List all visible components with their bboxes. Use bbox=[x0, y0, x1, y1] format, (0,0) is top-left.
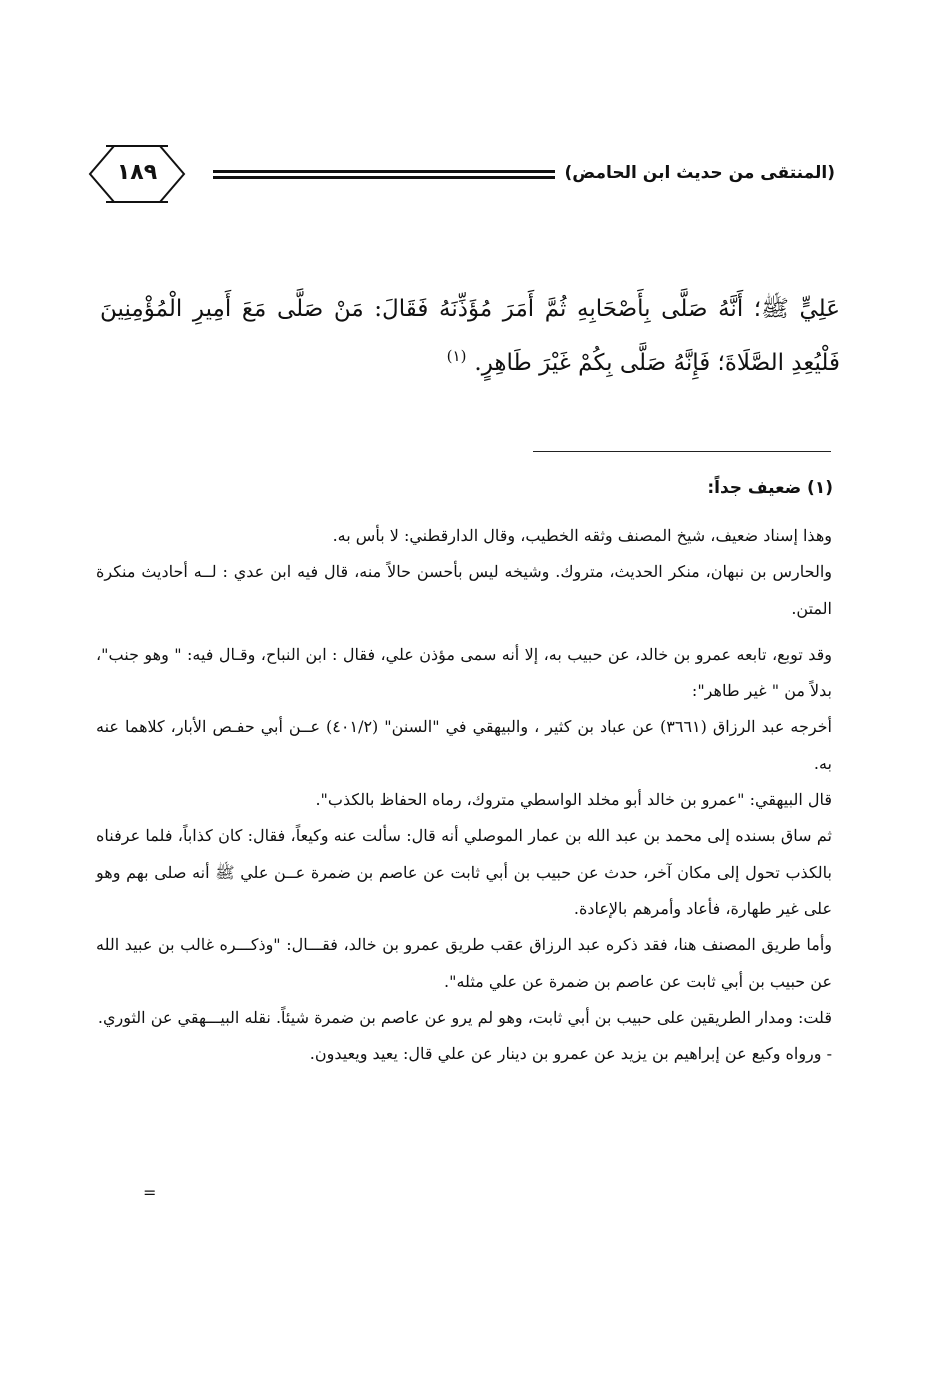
footnote-body bbox=[96, 518, 832, 1072]
footnote-paragraph: وهذا إسناد ضعيف، شيخ المصنف وثقه الخطيب، وقال الدارقطني: لا بأس به. bbox=[332, 526, 832, 545]
continuation-mark: = bbox=[143, 1183, 157, 1202]
footnote-paragraph: ثم ساق بسنده إلى محمد بن عبد الله بن عمار الموصلي أنه قال: سألت عنه وكيعاً، فقال: كان كذاباً، فلما عرفناه بالكذب تحول إلى مكان آخر، حدث عن حبيب بن أبي ثابت عن عاصم بن ضمرة عــن علي ﷺ أنه صلى بهم وهو على غير طهارة، فأعاد وأمرهم بالإعادة. bbox=[96, 826, 833, 918]
footnote-separator bbox=[533, 451, 831, 452]
footnote-title: (١) ضعيف جداً: bbox=[707, 478, 833, 498]
footnote-reference[interactable]: (١) bbox=[446, 347, 467, 366]
main-text-body: عَلِيٍّ ﷺ؛ أَنَّهُ صَلَّى بِأَصْحَابِهِ ثُمَّ أَمَرَ مُؤَذِّنَهُ فَقَالَ: مَنْ صَلَّى مَعَ أَمِيرِ الْمُؤْمِنِينَ فَلْيُعِدِ الصَّلَاةَ؛ فَإِنَّهُ صَلَّى بِكُمْ غَيْرَ طَاهِرٍ. bbox=[100, 296, 840, 376]
footnote-paragraph: - ورواه وكيع عن إبراهيم بن يزيد عن عمرو بن دينار عن علي قال: يعيد ويعيدون. bbox=[309, 1044, 832, 1064]
footnote-paragraph: والحارس بن نبهان، منكر الحديث، متروك. وشيخه ليس بأحسن حالاً منه، قال فيه ابن عدي : لــه أحاديث منكرة المتن. bbox=[96, 562, 832, 618]
footnote-paragraph: وقد توبع، تابعه عمرو بن خالد، عن حبيب به، إلا أنه سمى مؤذن علي، فقال : ابن النباح، وقـال فيه: " وهو جنب"، بدلاً من " غير طاهر": bbox=[96, 644, 833, 701]
footnote-paragraph: قلت: ومدار الطريقين على حبيب بن أبي ثابت، وهو لم يرو عن عاصم بن ضمرة شيئاً. نقله البيـــهقي عن الثوري. bbox=[97, 1007, 832, 1027]
page-number: ١٨٩ bbox=[116, 160, 158, 185]
footnote-paragraph: وأما طريق المصنف هنا، فقد ذكره عبد الرزاق عقب طريق عمرو بن خالد، فقـــال: "وذكـــره غالب بن عبيد الله عن حبيب بن أبي ثابت عن عاصم بن ضمرة عن علي مثله". bbox=[96, 935, 833, 991]
header-rule bbox=[213, 170, 555, 179]
main-text bbox=[100, 282, 840, 390]
footnote-paragraph: أخرجه عبد الرزاق (٣٦٦١) عن عباد بن كثير ، والبيهقي في "السنن" (٤٠١/٢) عــن أبي حفـص الأبار، كلاهما عنه به. bbox=[96, 717, 832, 773]
book-title: (المنتقى من حديث ابن الحامض) bbox=[564, 163, 835, 183]
footnote-paragraph: قال البيهقي: "عمرو بن خالد أبو مخلد الواسطي متروك، رماه الحفاظ بالكذب". bbox=[315, 790, 832, 810]
